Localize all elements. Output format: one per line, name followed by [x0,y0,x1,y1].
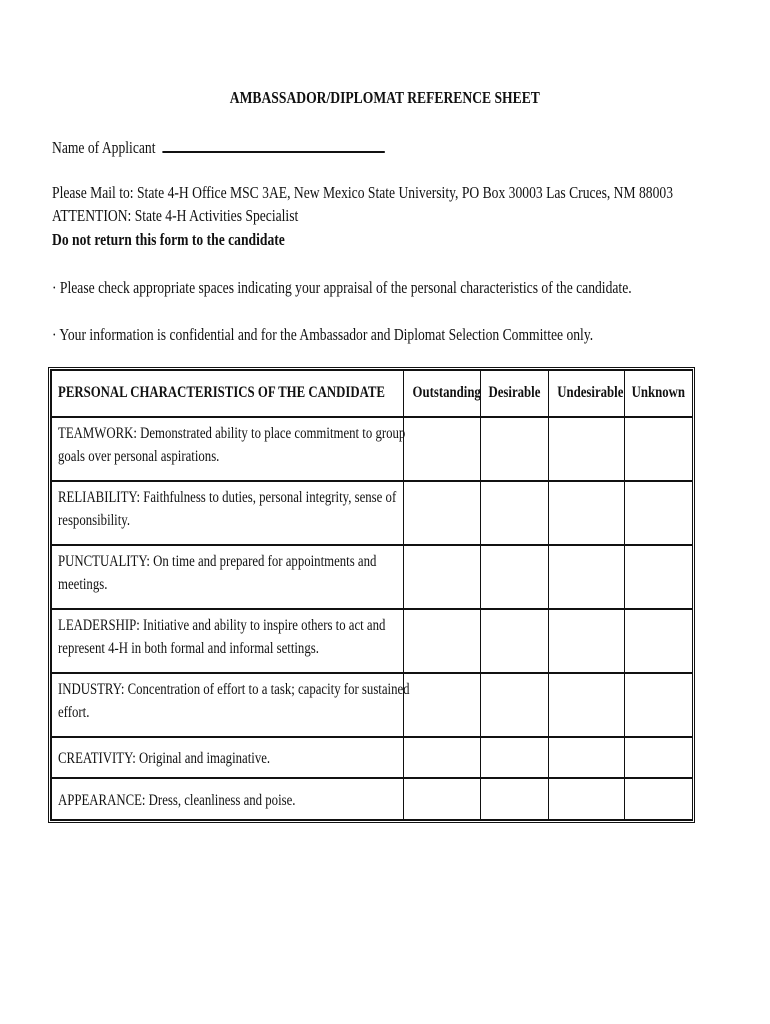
column-unknown: Unknown [625,371,693,417]
table-header-row [52,371,693,417]
reliability-unknown-cell[interactable] [625,481,693,545]
teamwork-unknown-cell[interactable] [625,417,693,481]
appearance-unknown-cell[interactable] [625,778,693,819]
leadership-desirable-cell[interactable] [481,609,549,673]
row-punctuality-description: PUNCTUALITY: On time and prepared for appointments and meetings. [52,545,404,609]
leadership-unknown-cell[interactable] [625,609,693,673]
appearance-undesirable-cell[interactable] [549,778,625,819]
column-undesirable: Undesirable [549,371,625,417]
row-teamwork-description: TEAMWORK: Demonstrated ability to place commitment to group goals over personal aspirations. [52,417,404,481]
punctuality-undesirable-cell[interactable] [549,545,625,609]
row-appearance-description: APPEARANCE: Dress, cleanliness and poise. [52,778,404,819]
reliability-desirable-cell[interactable] [481,481,549,545]
appearance-outstanding-cell[interactable] [404,778,481,819]
industry-unknown-cell[interactable] [625,673,693,737]
punctuality-outstanding-cell[interactable] [404,545,481,609]
applicant-name-line [52,135,468,158]
row-creativity-description: CREATIVITY: Original and imaginative. [52,737,404,778]
table-row [52,417,693,481]
reliability-undesirable-cell[interactable] [549,481,625,545]
creativity-undesirable-cell[interactable] [549,737,625,778]
leadership-undesirable-cell[interactable] [549,609,625,673]
table-row [52,481,693,545]
mail-address-line: Please Mail to: State 4-H Office MSC 3AE, New Mexico State University, PO Box 30003 Las Cruces, NM 88003 [52,183,673,202]
table-row [52,778,693,819]
column-outstanding: Outstanding [404,371,481,417]
instruction-confidential: · Your information is confidential and for the Ambassador and Diplomat Selection Committee only. [52,325,594,344]
applicant-name-field[interactable] [162,135,384,153]
column-desirable: Desirable [481,371,549,417]
reliability-outstanding-cell[interactable] [404,481,481,545]
characteristics-table [48,367,695,823]
teamwork-undesirable-cell[interactable] [549,417,625,481]
table-header-characteristics: PERSONAL CHARACTERISTICS OF THE CANDIDATE [52,371,404,417]
industry-outstanding-cell[interactable] [404,673,481,737]
table-row [52,545,693,609]
applicant-name-label: Name of Applicant [52,138,156,157]
attention-line: ATTENTION: State 4-H Activities Specialist [52,206,299,225]
row-leadership-description: LEADERSHIP: Initiative and ability to inspire others to act and represent 4-H in both formal and informal settings. [52,609,404,673]
table-row [52,673,693,737]
punctuality-desirable-cell[interactable] [481,545,549,609]
do-not-return-warning: Do not return this form to the candidate [52,230,285,249]
teamwork-outstanding-cell[interactable] [404,417,481,481]
leadership-outstanding-cell[interactable] [404,609,481,673]
creativity-desirable-cell[interactable] [481,737,549,778]
industry-desirable-cell[interactable] [481,673,549,737]
page-title: AMBASSADOR/DIPLOMAT REFERENCE SHEET [229,88,541,107]
punctuality-unknown-cell[interactable] [625,545,693,609]
creativity-unknown-cell[interactable] [625,737,693,778]
industry-undesirable-cell[interactable] [549,673,625,737]
table-row [52,737,693,778]
appearance-desirable-cell[interactable] [481,778,549,819]
creativity-outstanding-cell[interactable] [404,737,481,778]
table-row [52,609,693,673]
instruction-check-spaces: · Please check appropriate spaces indicating your appraisal of the personal characteristics of the candidate. [52,278,632,297]
row-reliability-description: RELIABILITY: Faithfulness to duties, personal integrity, sense of responsibility. [52,481,404,545]
row-industry-description: INDUSTRY: Concentration of effort to a task; capacity for sustained effort. [52,673,404,737]
teamwork-desirable-cell[interactable] [481,417,549,481]
